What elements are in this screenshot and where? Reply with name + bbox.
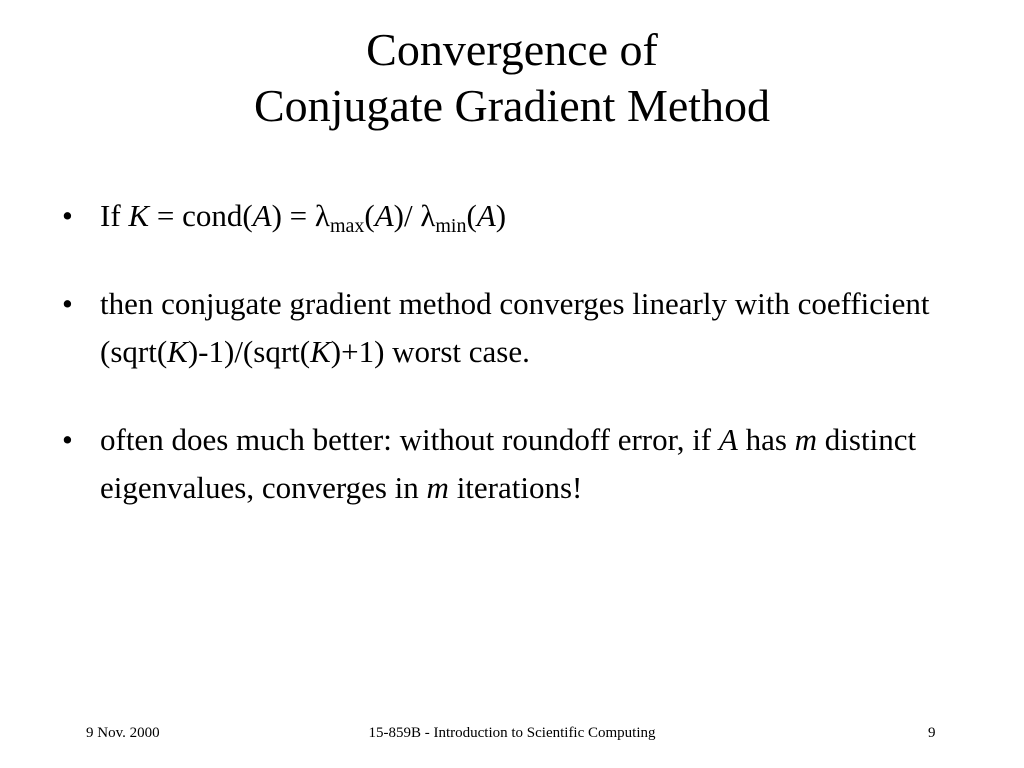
- math-var: A: [718, 422, 738, 457]
- bullet-text: ) = λ: [271, 198, 330, 233]
- bullet-text: )+1) worst case.: [330, 334, 530, 369]
- footer-course-title: 15-859B - Introduction to Scientific Computing: [368, 725, 656, 741]
- bullet-text: If: [100, 198, 129, 233]
- bullet-list: [60, 192, 960, 512]
- math-var: A: [374, 198, 394, 233]
- math-var: m: [794, 422, 818, 457]
- subscript: min: [435, 215, 467, 237]
- bullet-convergence-rate: [60, 280, 960, 376]
- bullet-condition-number: [60, 192, 960, 240]
- bullet-text: has: [737, 422, 795, 457]
- bullet-eigenvalues: [60, 416, 960, 512]
- math-var: K: [310, 334, 331, 369]
- bullet-dot-icon: •: [62, 198, 73, 233]
- title-line-1: Convergence of: [366, 24, 658, 75]
- bullet-text: distinct eigenvalues, converges in: [100, 422, 917, 505]
- bullet-dot-icon: •: [62, 286, 73, 321]
- footer-page-number: 9: [928, 725, 936, 741]
- bullet-text: )-1)/(sqrt(: [187, 334, 311, 369]
- math-var: m: [426, 470, 449, 505]
- title-line-2: Conjugate Gradient Method: [253, 80, 771, 131]
- math-var: A: [252, 198, 272, 233]
- bullet-text: often does much better: without roundoff error, if: [100, 422, 719, 457]
- slide-title: [0, 22, 1024, 134]
- bullet-text: then conjugate gradient method converges linearly with coefficient (sqrt(: [100, 286, 930, 369]
- bullet-text: (: [466, 198, 477, 233]
- bullet-text: = cond(: [149, 198, 253, 233]
- bullet-text: )/ λ: [393, 198, 436, 233]
- math-var: K: [128, 198, 150, 233]
- bullet-dot-icon: •: [62, 422, 73, 457]
- subscript: max: [329, 215, 365, 237]
- math-var: A: [476, 198, 496, 233]
- bullet-text: iterations!: [448, 470, 583, 505]
- math-var: K: [167, 334, 188, 369]
- bullet-text: ): [495, 198, 507, 233]
- footer-date: 9 Nov. 2000: [86, 725, 160, 741]
- bullet-text: (: [364, 198, 375, 233]
